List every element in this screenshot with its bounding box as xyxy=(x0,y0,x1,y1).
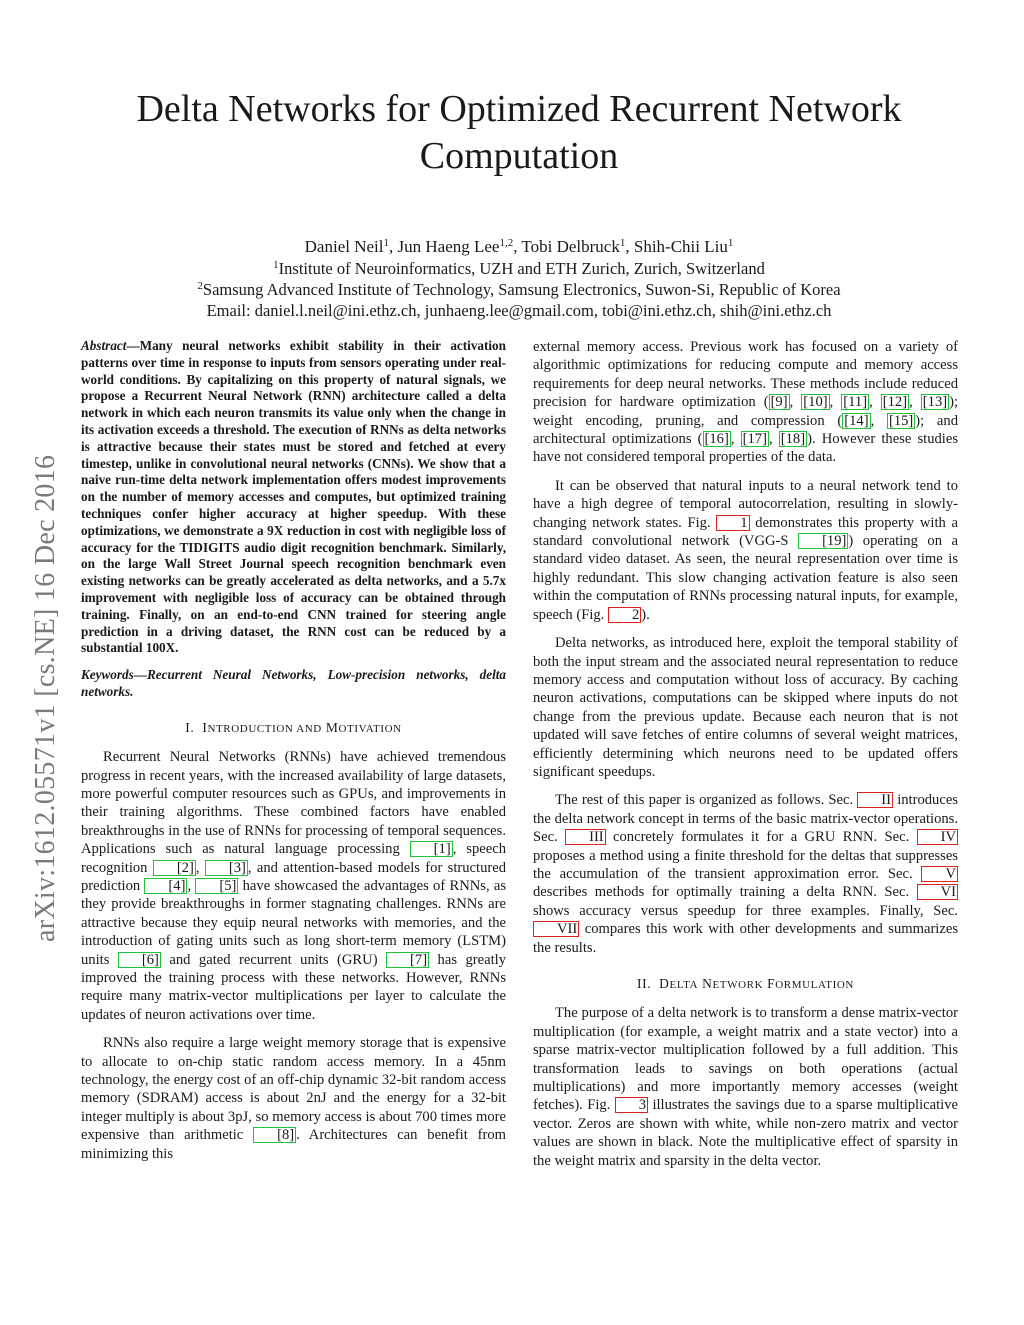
keywords: Keywords—Recurrent Neural Networks, Low-precision networks, delta networks. xyxy=(81,667,506,699)
paragraph-intro-1: Recurrent Neural Networks (RNNs) have achieved tremendous progress in recent years, with the increased availability of large datasets, more powerful computer resources such as GPUs, and improvements in their training algorithms. These combined factors have enabled breakthroughs in the use of RNNs for processing of temporal sequences. Applications such as natural language processing [1] , speech recognition [2] , [3] , and attention-based models for structured prediction [4] , [5] have showcased the advantages of RNNs, as they provide breakthroughs in former stagnating challenges. RNNs are attractive because they equip neural networks with memories, and the introduction of gating units such as long short-term memory (LSTM) units [6] and gated recurrent units (GRU) [7] has greatly improved the training process with these networks. However, RNNs require many matrix-vector multiplications per layer to calculate the updates of neuron activations over time. xyxy=(81,749,507,1023)
paragraph-intro-4: It can be observed that natural inputs to a neural network tend to have a high degree of temporal autocorrelation, resulting in slowly-changing network states. Fig. 1 demonstrates this property with a standard convolutional network (VGG-S [19] ) operating on a standard video dataset. As seen, the neural representation over time is highly redundant. This slow changing activation feature is also seen within the computation of RNNs processing natural inputs, for example, speech (Fig. 2 ). xyxy=(533,477,958,623)
citation-link[interactable]: [18] xyxy=(780,431,806,448)
section-link[interactable]: IV xyxy=(917,829,958,845)
citation-link[interactable]: [13] xyxy=(922,394,948,411)
citation-link[interactable]: [10] xyxy=(803,394,828,411)
citation-link[interactable]: [2] xyxy=(153,860,196,876)
title-line-1: Delta Networks for Optimized Recurrent Network xyxy=(136,88,902,130)
citation-link[interactable]: [16] xyxy=(704,431,729,448)
citation-link[interactable]: [5] xyxy=(195,878,238,894)
citation-link[interactable]: [15] xyxy=(888,412,914,429)
citation-link[interactable]: [8] xyxy=(253,1127,296,1143)
citation-link[interactable]: [17] xyxy=(742,431,767,448)
citation-link[interactable]: [19] xyxy=(798,533,848,549)
abstract: Abstract—Many neural networks exhibit stability in their activation patterns over time in response to inputs from sensors operating under real-world conditions. By capitalizing on this property of natural signals, we propose a Recurrent Neural Network (RNN) architecture called a delta network in which each neuron transmits its value only when the change in its activation exceeds a threshold. The execution of RNNs as delta networks is attractive because their states must be stored and fetched at every timestep, unlike in convolutional neural networks (CNNs). We show that a naive run-time delta network implementation offers modest improvements on the number of memory accesses and computes, but optimized training techniques confer higher accuracy at higher speedup. With these optimizations, we demonstrate a 9X reduction in cost with negligible loss of accuracy for the TIDIGITS audio digit recognition benchmark. Similarly, on the large Wall Street Journal speech recognition benchmark even existing networks can be greatly accelerated as delta networks, and a 5.7x improvement with negligible loss of accuracy can be obtained through training. Finally, on an end-to-end CNN trained for steering angle prediction in a driving dataset, the RNN cost can be reduced by a substantial 100X. xyxy=(81,338,506,656)
paragraph-intro-3: external memory access. Previous work has focused on a variety of algorithmic optimizations for reducing compute and memory access requirements for deep neural networks. These methods include reduced precision for hardware optimization ( [9] , [10] , [11] , [12] , [13] ); weight encoding, pruning, and compression ( [14] , [15] ); and architectural optimizations ( [16] , [17] , [18] ). However these studies have not considered temporal properties of the data. xyxy=(533,339,959,466)
author-block xyxy=(82,236,956,321)
section-link[interactable]: III xyxy=(565,829,606,845)
section-link[interactable]: VII xyxy=(533,921,579,937)
paper-title xyxy=(82,86,956,180)
affiliation-2: $^2$Samsung Advanced Institute of Technology, Samsung Electronics, Suwon-Si, Republic of Korea xyxy=(197,280,841,299)
author-names: Daniel Neil$^1$, Jun Haeng Lee$^{1,2}$, Tobi Delbruck$^1$, Shih-Chii Liu$^1$ xyxy=(304,237,734,256)
section-heading-formulation: II. DELTA NETWORK FORMULATION xyxy=(637,976,854,991)
citation-link[interactable]: [3] xyxy=(205,860,248,876)
paragraph-intro-5: Delta networks, as introduced here, exploit the temporal stability of both the input stream and the associated neural representation to reduce memory access and computation without loss of accuracy. By caching neuron activations, computations can be skipped where inputs do not change from the previous update. Because each neuron that is not updated will save fetches of entire columns of several weight matrices, efficiently determining which neurons need to be updated offers significant speedups. xyxy=(533,635,958,780)
citation-link[interactable]: [9] xyxy=(770,394,788,411)
citation-link[interactable]: [11] xyxy=(843,394,868,411)
citation-link[interactable]: [6] xyxy=(118,952,161,968)
email-line: Email: daniel.l.neil@ini.ethz.ch, junhaeng.lee@gmail.com, tobi@ini.ethz.ch, shih@ini.ethz.ch xyxy=(206,301,832,320)
right-column xyxy=(533,338,958,1170)
paragraph-intro-6: The rest of this paper is organized as follows. Sec. II introduces the delta network concept in terms of the basic matrix-vector operations. Sec. III concretely formulates it for a GRU RNN. Sec. IV proposes a method using a finite threshold for the deltas that suppresses the accumulation of the transient approximation error. Sec. V describes methods for optimally training a delta RNN. Sec. VI shows accuracy versus speedup for three examples. Finally, Sec. VII compares this work with other developments and summarizes the results. xyxy=(533,792,958,956)
affiliation-1: $^1$Institute of Neuroinformatics, UZH and ETH Zurich, Zurich, Switzerland xyxy=(273,259,765,278)
figure-link[interactable]: 3 xyxy=(615,1097,648,1113)
citation-link[interactable]: [12] xyxy=(882,394,908,411)
paragraph-intro-2: RNNs also require a large weight memory storage that is expensive to allocate to on-chip static random access memory. In a 45nm technology, the energy cost of an off-chip dynamic 32-bit random access memory (SDRAM) access is about 2nJ and the energy for a 32-bit integer multiply is about 3pJ, so memory access is about 700 times more expensive than arithmetic [8] . Architectures can benefit from minimizing this xyxy=(81,1035,506,1162)
section-heading-intro: I. INTRODUCTION AND MOTIVATION xyxy=(185,719,402,735)
arxiv-stamp: arXiv:1612.05571v1 [cs.NE] 16 Dec 2016 xyxy=(30,454,61,942)
section-link[interactable]: V xyxy=(921,866,958,882)
left-column xyxy=(81,338,506,1163)
section-link[interactable]: II xyxy=(857,792,893,808)
citation-link[interactable]: [7] xyxy=(386,952,429,968)
citation-link[interactable]: [4] xyxy=(144,878,187,894)
citation-link[interactable]: [1] xyxy=(410,841,453,857)
title-line-2: Computation xyxy=(419,135,619,177)
figure-link[interactable]: 1 xyxy=(716,515,749,531)
section-link[interactable]: VI xyxy=(917,884,958,900)
paragraph-formulation-1: The purpose of a delta network is to transform a dense matrix-vector multiplication (for example, a weight matrix and a state vector) into a sparse matrix-vector multiplication followed by a full addition. This transformation leads to savings on both operations (actual multiplications) and more importantly memory accesses (weight fetches). Fig. 3 illustrates the savings due to a sparse multiplicative vector. Zeros are shown with white, while non-zero matrix and vector values are shown in black. Note the multiplicative effect of sparsity in the weight matrix and sparsity in the delta vector. xyxy=(533,1005,959,1169)
citation-link[interactable]: [14] xyxy=(844,412,869,429)
figure-link[interactable]: 2 xyxy=(608,607,641,623)
